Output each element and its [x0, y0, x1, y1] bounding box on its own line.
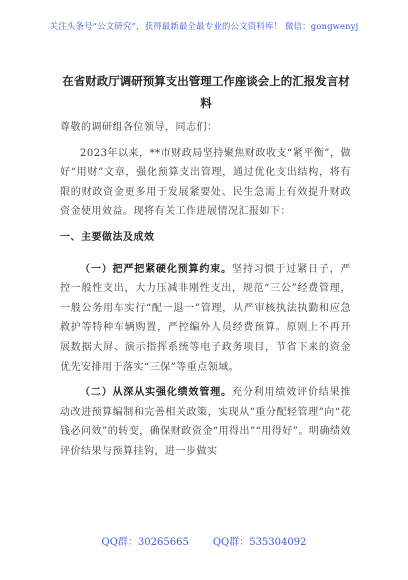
item-1-lead: （一）把严把紧硬化预算约束。 [80, 263, 232, 275]
item-2-lead: （二）从深从实强化绩效管理。 [80, 387, 232, 399]
salutation: 尊敬的调研组各位领导，同志们： [60, 122, 218, 133]
section-heading: 一、主要做法及成效 [60, 231, 155, 243]
item-2-text: 充分利用绩效评价结果推动改进预算编制和完善相关政策，实现从“重分配轻管理”向“花钱必问效”的转变，确保财政资金“用得出”“用得好”。明确绩效评价结果与预算挂钩，进一步做实 [60, 387, 352, 457]
intro-paragraph: 2023年以来，**市财政局坚持聚焦财政收支“紧平衡”，做好“用财”文章，强化预算支出管理，通过优化支出结构，将有限的财政资金更多用于发展紧要处、民生急需上有效提升财政资金使用效益。现将有关工作进展情况汇报如下： [60, 147, 351, 218]
item-1-text: 坚持习惯于过紧日子，严控一般性支出，大力压减非刚性支出，规范“三公”经费管理，一般公务用车实行“配一退一”管理，从严审核执法执勤和应急救护等特种车辆购置，严控编外人员经费预算。原则上不再开展数据大屏、演示指挥系统等电子政务项目，节省下来的资金优先安排用于落实“三保”等重点领域。 [60, 263, 352, 373]
item-2-paragraph [60, 383, 351, 461]
qq-group-1: QQ群：30265665 [101, 537, 189, 548]
document-title: 在省财政厅调研预算支出管理工作座谈会上的汇报发言材料 [62, 74, 350, 110]
qq-group-2: QQ群：535304092 [212, 537, 307, 548]
item-1-paragraph [60, 260, 351, 378]
footer [0, 533, 408, 548]
document-body [60, 118, 351, 468]
header-banner: 关注头条号“公文研究”，获得最新最全最专业的公文资料库！ 微信：gongwenyj [49, 22, 359, 32]
